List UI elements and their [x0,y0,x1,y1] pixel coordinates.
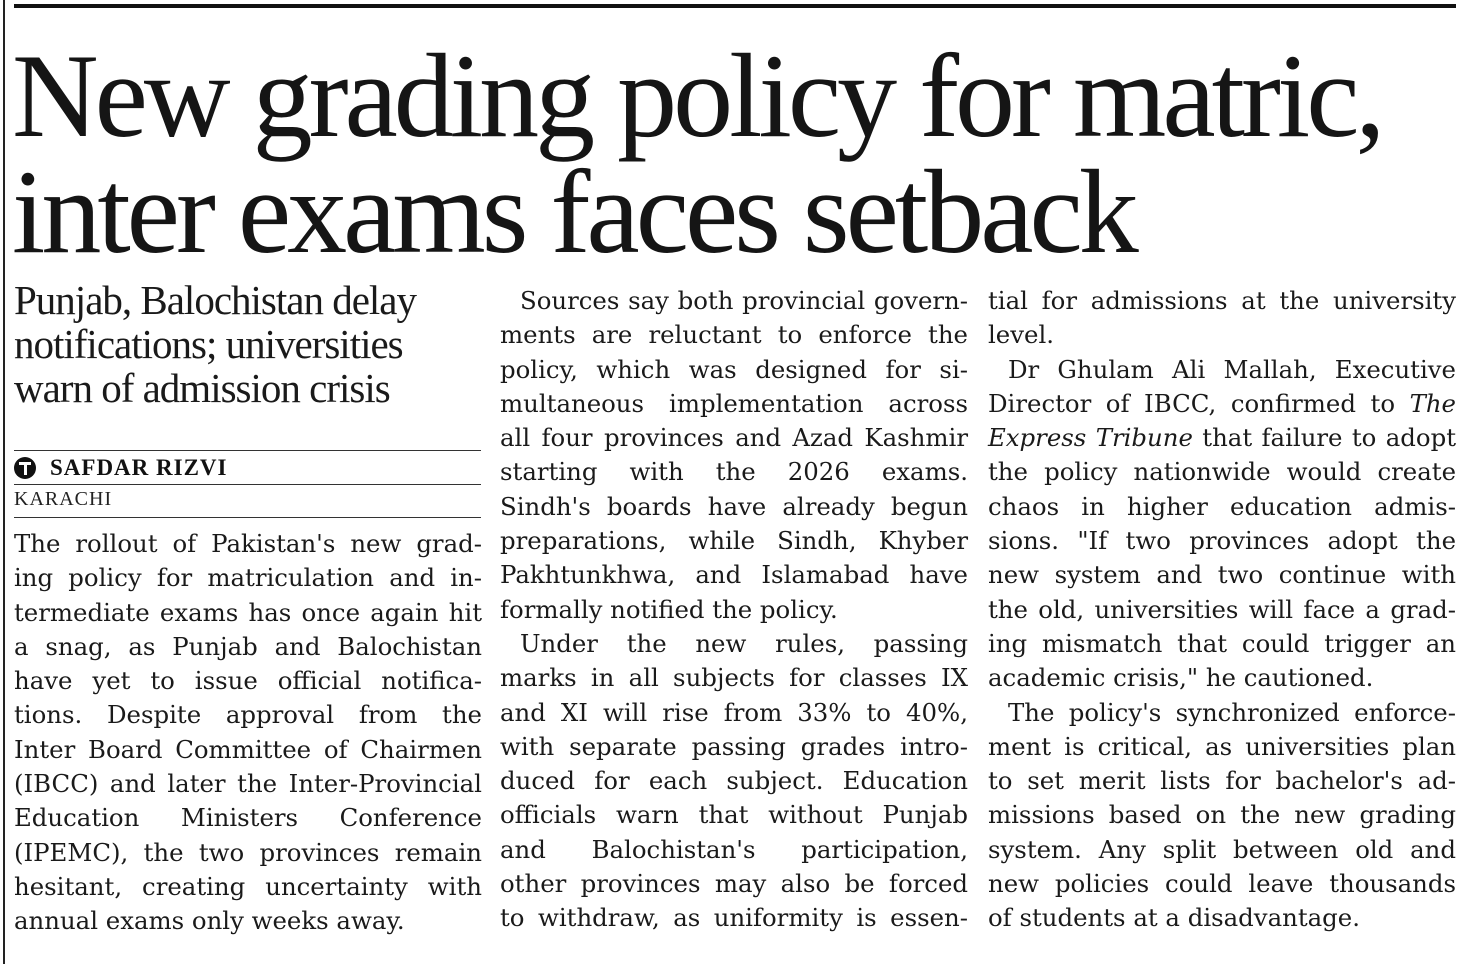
body-line: missions based on the new grading [988,800,1456,830]
subheadline-line-2: notifications; universities [14,321,403,367]
body-line: have yet to issue official notifica- [14,666,482,696]
body-line: annual exams only weeks away. [14,906,405,936]
tribune-t-logo-icon [14,457,36,479]
body-line: (IPEMC), the two provinces remain [14,837,482,867]
subheadline-line-1: Punjab, Balochistan delay [14,277,416,323]
body-line: academic crisis," he cautioned. [988,663,1374,693]
body-text: Director of IBCC, confirmed to [988,388,1410,418]
body-line: tions. Despite approval from the [14,700,482,730]
body-line: preparations, while Sindh, Khyber [500,526,968,556]
headline-line-1: New grading policy for matric, [12,29,1382,162]
article-column-3 [988,284,1456,936]
body-line: the policy nationwide would create [988,457,1456,487]
body-line: multaneous implementation across [500,388,968,418]
body-line: The rollout of Pakistan's new grad- [14,529,482,558]
body-line: officials warn that without Punjab [500,800,968,830]
headline [12,29,1462,278]
body-line: new system and two continue with [988,560,1456,590]
dateline-rule [14,517,481,518]
body-line: of students at a disadvantage. [988,903,1360,933]
body-line: Sindh's boards have already begun [500,491,968,521]
body-line: tial for admissions at the university [988,286,1456,315]
body-line: Pakhtunkhwa, and Islamabad have [500,560,968,590]
body-line: ing mismatch that could trigger an [988,628,1456,658]
body-line: Education Ministers Conference [14,803,482,833]
publication-name: Express Tribune [988,423,1193,453]
body-line: ing policy for matriculation and in- [14,563,482,593]
article-column-1 [14,527,482,939]
body-line: and Balochistan's participation, [500,834,968,864]
body-line: a snag, as Punjab and Balochistan [14,631,482,661]
body-line: Inter Board Committee of Chairmen [14,734,482,764]
subheadline [14,278,482,410]
body-line: all four provinces and Azad Kashmir [500,423,968,453]
article-column-2 [500,284,968,936]
body-line: sions. "If two provinces adopt the [988,526,1456,556]
publication-name: The [1409,388,1456,418]
body-line: ment is critical, as universities plan [988,731,1456,761]
body-line: policy, which was designed for si- [500,354,968,384]
body-line [988,421,1456,455]
body-line: hesitant, creating uncertainty with [14,871,482,901]
body-line: Sources say both provincial govern- [520,286,968,315]
body-line: (IBCC) and later the Inter-Provincial [14,769,482,799]
dateline: KARACHI [14,488,113,510]
body-line: starting with the 2026 exams. [500,457,968,487]
body-line: the old, universities will face a grad- [988,594,1456,624]
top-rule [14,4,1456,8]
body-line [988,387,1456,421]
body-line: to set merit lists for bachelor's ad- [988,766,1456,796]
body-text: that failure to adopt [1192,423,1457,453]
body-line: marks in all subjects for classes IX [500,663,968,693]
byline-top-rule [14,450,481,451]
subheadline-line-3: warn of admission crisis [14,365,390,411]
body-line: level. [988,320,1055,350]
byline-bottom-rule [14,484,481,485]
body-line: chaos in higher education admis- [988,491,1456,521]
body-line: formally notified the policy. [500,594,838,624]
body-line: with separate passing grades intro- [500,731,968,761]
author-name: SAFDAR RIZVI [50,455,228,480]
body-line: new policies could leave thousands [988,869,1456,899]
body-line: and XI will rise from 33% to 40%, [500,697,968,727]
body-line: ments are reluctant to enforce the [500,320,968,350]
headline-line-2: inter exams faces setback [12,145,1135,278]
body-line: The policy's synchronized enforce- [1008,697,1456,727]
body-line: Under the new rules, passing [520,628,968,658]
left-column-rule [3,0,5,964]
body-line: to withdraw, as uniformity is essen- [500,903,968,933]
body-line: Dr Ghulam Ali Mallah, Executive [1008,354,1456,384]
body-line: termediate exams has once again hit [14,597,482,627]
body-line: other provinces may also be forced [500,869,968,899]
byline [14,454,228,482]
body-line: system. Any split between old and [988,834,1456,864]
body-line: duced for each subject. Education [500,766,968,796]
